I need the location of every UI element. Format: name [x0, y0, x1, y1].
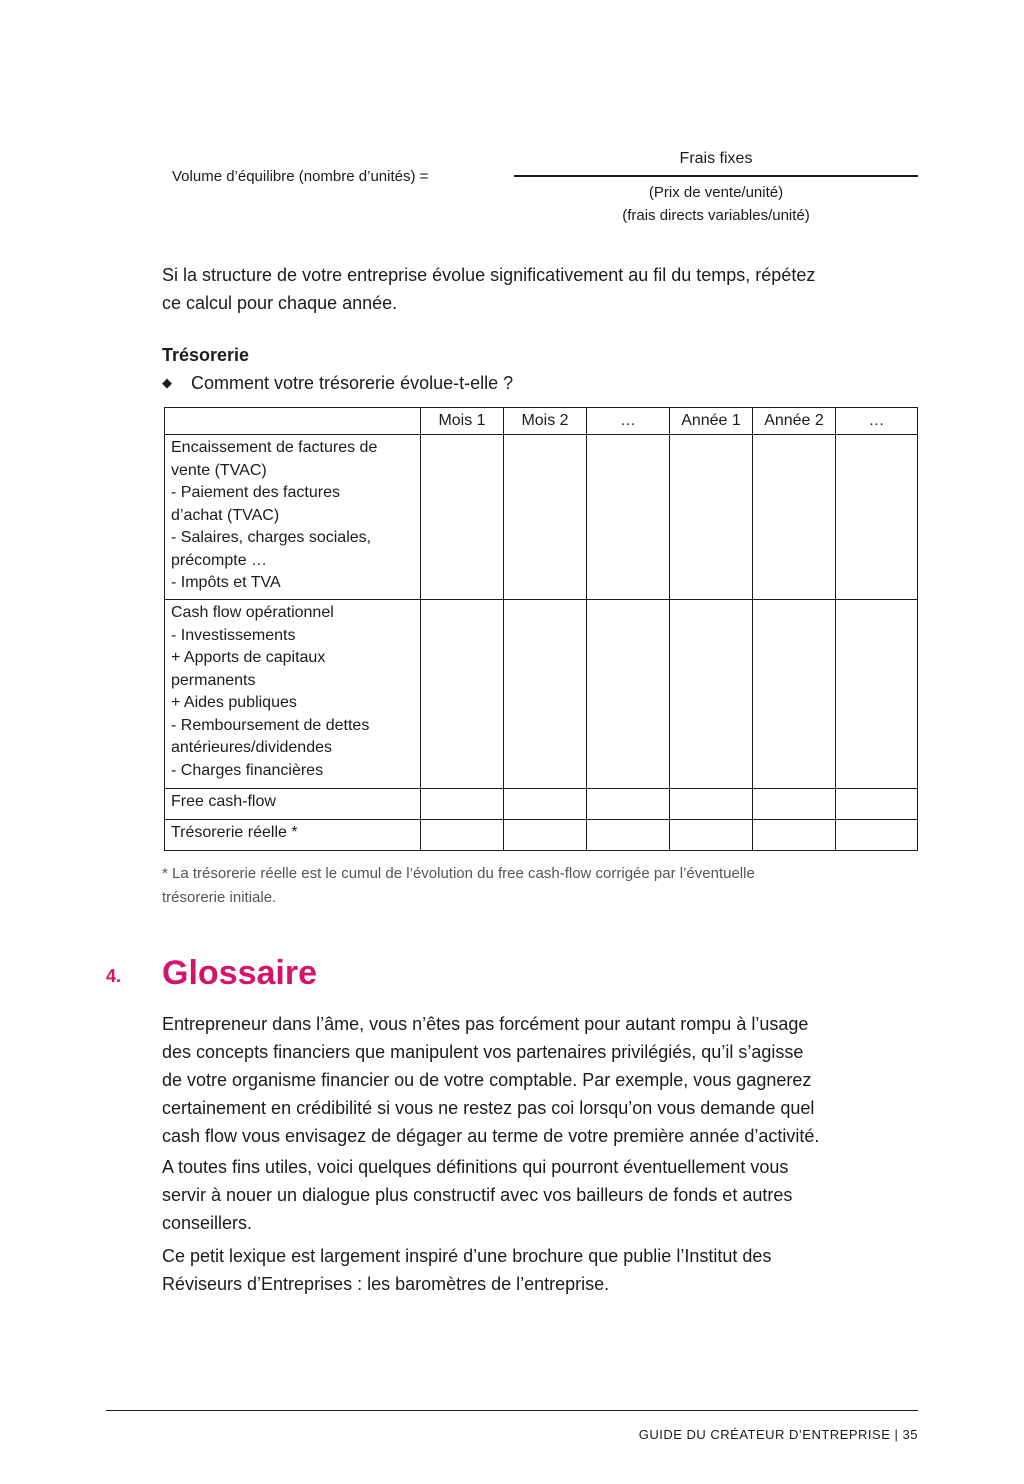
intro-paragraph: Si la structure de votre entreprise évolue significativement au fil du temps, répétez ce calcul pour chaque année.: [162, 265, 816, 313]
table-header-cell: [165, 408, 421, 435]
empty-cell: [587, 820, 670, 851]
row-label: Trésorerie réelle *: [165, 820, 421, 851]
empty-cell: [753, 820, 836, 851]
table-header-cell: …: [836, 408, 918, 435]
glossary-paragraph: Entrepreneur dans l’âme, vous n’êtes pas forcément pour autant rompu à l’usage des concepts financiers que manipulent vos partenaires privilégiés, qu’il s’agisse de votre organisme financier ou de votre comptable. Par exemple, vous gagnerez certainement en crédibilité si vous ne restez pas coi lorsqu’on vous demande quel cash flow vous envisagez de dégager au terme de votre première année d’activité.: [162, 1014, 820, 1146]
diamond-bullet-icon: ◆: [162, 375, 172, 390]
table-header-row: [165, 408, 918, 435]
empty-cell: [504, 820, 587, 851]
empty-cell: [587, 600, 670, 789]
footer-rule: [106, 1410, 918, 1411]
table-header-cell: Mois 2: [504, 408, 587, 435]
tresorerie-bullet: ◆ Comment votre trésorerie évolue-t-elle ?: [162, 373, 514, 393]
empty-cell: [753, 789, 836, 820]
table-footnote: * La trésorerie réelle est le cumul de l’évolution du free cash-flow corrigée par l’éventuelle trésorerie initiale.: [162, 865, 755, 906]
row-label: Free cash-flow: [165, 789, 421, 820]
empty-cell: [670, 789, 753, 820]
table-row: [165, 820, 918, 851]
footer-separator: |: [894, 1427, 899, 1442]
section-number: 4.: [106, 966, 122, 986]
empty-cell: [421, 435, 504, 600]
empty-cell: [753, 435, 836, 600]
table-header-cell: Année 2: [753, 408, 836, 435]
empty-cell: [753, 600, 836, 789]
empty-cell: [670, 820, 753, 851]
empty-cell: [504, 600, 587, 789]
empty-cell: [587, 435, 670, 600]
glossary-paragraph: Ce petit lexique est largement inspiré d’une brochure que publie l’Institut des Réviseurs d’Entreprises : les baromètres de l’entreprise.: [162, 1246, 772, 1294]
tresorerie-title: Trésorerie: [162, 345, 250, 365]
empty-cell: [421, 600, 504, 789]
table-row: [165, 789, 918, 820]
table-row: [165, 600, 918, 789]
empty-cell: [587, 789, 670, 820]
empty-cell: [504, 789, 587, 820]
empty-cell: [836, 820, 918, 851]
empty-cell: [670, 435, 753, 600]
formula-fraction-line: [514, 175, 918, 177]
table-header-cell: …: [587, 408, 670, 435]
section-title: Glossaire: [162, 954, 317, 992]
table-row: [165, 435, 918, 600]
glossary-paragraph: A toutes fins utiles, voici quelques définitions qui pourront éventuellement vous servir à nouer un dialogue plus constructif avec vos bailleurs de fonds et autres conseillers.: [162, 1157, 793, 1233]
formula-label: Volume d’équilibre (nombre d’unités) =: [172, 168, 429, 185]
footer-guide-title: GUIDE DU CRÉATEUR D’ENTREPRISE: [638, 1427, 891, 1442]
empty-cell: [670, 600, 753, 789]
page-footer: [639, 1427, 918, 1442]
table-header-cell: Année 1: [670, 408, 753, 435]
empty-cell: [504, 435, 587, 600]
empty-cell: [421, 789, 504, 820]
formula-denominator-line1: (Prix de vente/unité): [648, 184, 784, 201]
row-label: Cash flow opérationnel - Investissements + Apports de capitaux permanents + Aides publiques - Remboursement de dettes antérieures/dividendes - Charges financières: [165, 600, 421, 789]
formula-denominator-line2: (frais directs variables/unité): [622, 207, 810, 224]
row-label: Encaissement de factures de vente (TVAC) - Paiement des factures d’achat (TVAC) - Salaires, charges sociales, précompte … - Impôts et TVA: [165, 435, 421, 600]
empty-cell: [836, 435, 918, 600]
table-header-cell: Mois 1: [421, 408, 504, 435]
empty-cell: [836, 789, 918, 820]
empty-cell: [421, 820, 504, 851]
formula-numerator: Frais fixes: [679, 150, 753, 167]
page-number: 35: [902, 1427, 918, 1442]
empty-cell: [836, 600, 918, 789]
cash-flow-table: [164, 407, 918, 851]
